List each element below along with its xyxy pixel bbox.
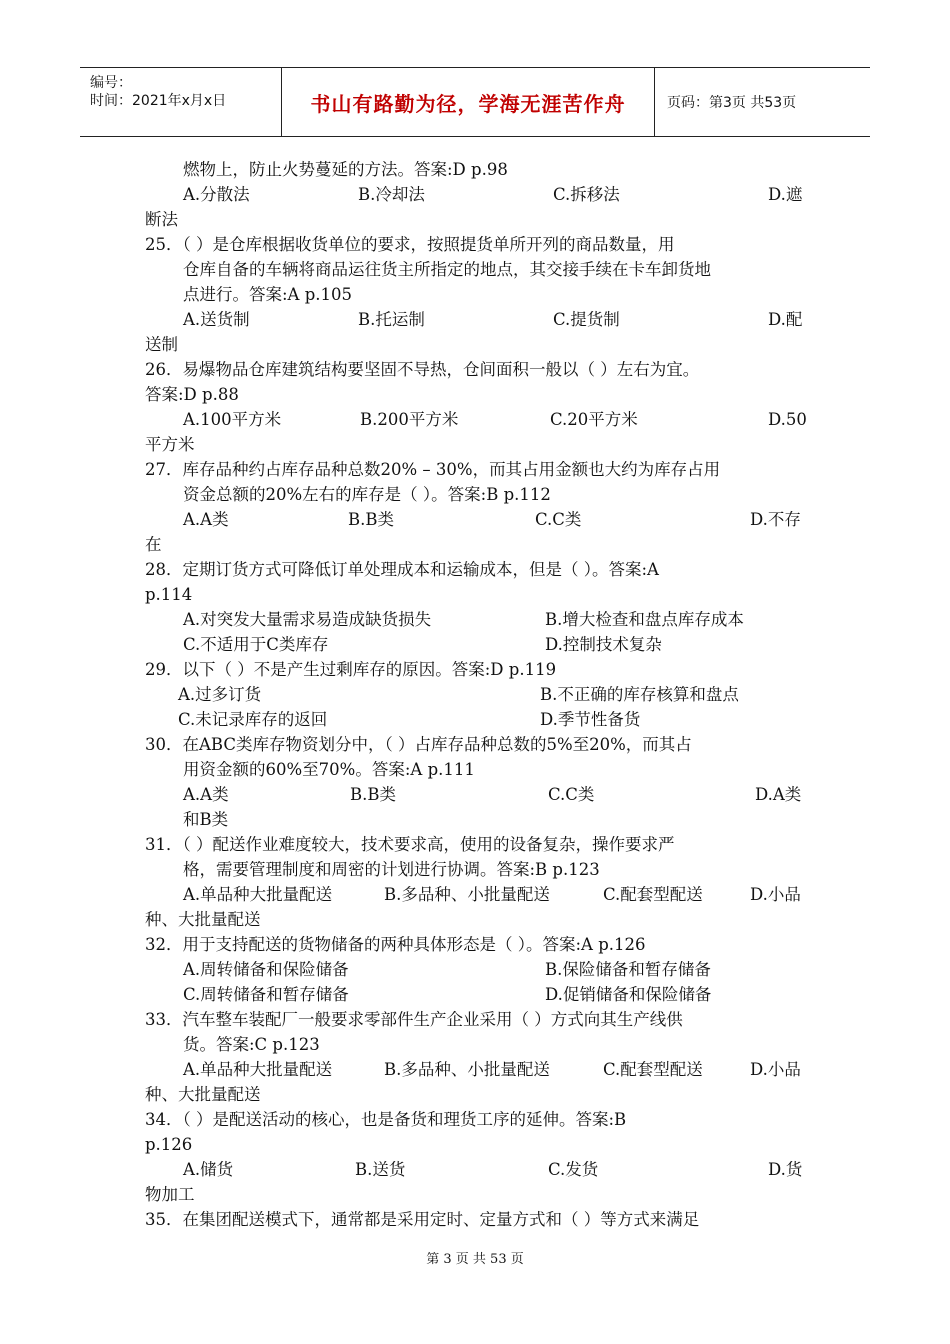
option-a: A.A类 [183,785,229,804]
text-line: 物加工 [145,1185,195,1204]
option-a: A.送货制 [183,310,250,329]
footer-page-number: 第 3 页 共 53 页 [426,1252,524,1267]
header-page-number: 页码：第3页 共53页 [667,95,797,111]
text-line: p.114 [145,585,193,604]
question-32: 32．用于支持配送的货物储备的两种具体形态是（ ）。答案:A p.126 [145,935,646,954]
text-line: 点进行。答案:A p.105 [183,285,353,304]
option-b: B.保险储备和暂存储备 [545,960,711,979]
text-line: 和B类 [183,810,229,829]
document-date: 时间：2021年x月x日 [90,93,227,109]
header-meta [80,68,282,136]
question-26: 26．易爆物品仓库建筑结构要坚固不导热，仓间面积一般以（ ）左右为宜。 [145,360,700,379]
text-line: 断法 [145,210,178,229]
option-c: C.不适用于C类库存 [183,635,329,654]
option-d: D.控制技术复杂 [545,635,662,654]
text-line: 货。答案:C p.123 [183,1035,320,1054]
text-line: 资金总额的20%左右的库存是（ ）。答案:B p.112 [183,485,551,504]
option-d: D.小品 [750,1060,801,1079]
question-35: 35．在集团配送模式下，通常都是采用定时、定量方式和（ ）等方式来满足 [145,1210,700,1229]
question-25: 25．（ ）是仓库根据收货单位的要求，按照提货单所开列的商品数量，用 [145,235,675,254]
option-b: B.托运制 [358,310,425,329]
option-c: C.20平方米 [550,410,638,429]
option-b: B.B类 [348,510,394,529]
option-d: D.促销储备和保险储备 [545,985,712,1004]
question-33: 33．汽车整车装配厂一般要求零部件生产企业采用（ ）方式向其生产线供 [145,1010,683,1029]
text-line: 种、大批量配送 [145,1085,261,1104]
option-c: C.周转储备和暂存储备 [183,985,349,1004]
option-c: C.发货 [548,1160,599,1179]
text-line: 用资金额的60%至70%。答案:A p.111 [183,760,475,779]
option-c: C.拆移法 [553,185,620,204]
option-b: B.多品种、小批量配送 [384,1060,550,1079]
question-27: 27．库存品种约占库存品种总数20% – 30%，而其占用金额也大约为库存占用 [145,460,721,479]
option-b: B.冷却法 [358,185,425,204]
option-b: B.不正确的库存核算和盘点 [540,685,739,704]
option-d: D.不存 [750,510,801,529]
option-b: B.多品种、小批量配送 [384,885,550,904]
option-a: A.储货 [183,1160,234,1179]
option-c: C.配套型配送 [603,885,703,904]
text-line: 平方米 [145,435,195,454]
option-c: C.C类 [535,510,582,529]
header-motto: 书山有路勤为径，学海无涯苦作舟 [282,68,655,136]
option-a: A.单品种大批量配送 [183,1060,333,1079]
text-line: 在 [145,535,162,554]
option-c: C.配套型配送 [603,1060,703,1079]
option-d: D.50 [768,410,807,429]
question-28: 28．定期订货方式可降低订单处理成本和运输成本，但是（ ）。答案:A [145,560,659,579]
option-d: D.配 [768,310,803,329]
option-c: C.提货制 [553,310,620,329]
option-d: D.季节性备货 [540,710,641,729]
text-line: p.126 [145,1135,193,1154]
text-line: 燃物上，防止火势蔓延的方法。答案:D p.98 [183,160,508,179]
option-b: B.增大检查和盘点库存成本 [545,610,744,629]
question-31: 31．（ ）配送作业难度较大，技术要求高，使用的设备复杂，操作要求严 [145,835,675,854]
question-29: 29．以下（ ）不是产生过剩库存的原因。答案:D p.119 [145,660,557,679]
option-d: D.小品 [750,885,801,904]
option-a: A.100平方米 [183,410,282,429]
question-30: 30．在ABC类库存物资划分中，（ ）占库存品种总数的5%至20%，而其占 [145,735,692,754]
text-line: 送制 [145,335,178,354]
option-c: C.C类 [548,785,595,804]
option-b: B.B类 [350,785,396,804]
option-a: A.过多订货 [178,685,262,704]
option-a: A.A类 [183,510,229,529]
question-34: 34．（ ）是配送活动的核心，也是备货和理货工序的延伸。答案:B [145,1110,627,1129]
text-line: 答案:D p.88 [145,385,239,404]
option-c: C.未记录库存的返回 [178,710,328,729]
page-footer [0,1248,950,1267]
option-a: A.对突发大量需求易造成缺货损失 [183,610,432,629]
page-header [80,67,870,137]
text-line: 种、大批量配送 [145,910,261,929]
option-d: D.货 [768,1160,803,1179]
text-line: 仓库自备的车辆将商品运往货主所指定的地点，其交接手续在卡车卸货地 [183,260,711,279]
document-number-label: 编号： [90,75,132,91]
option-b: B.送货 [355,1160,406,1179]
option-d: D.A类 [755,785,802,804]
option-a: A.分散法 [183,185,250,204]
text-line: 格，需要管理制度和周密的计划进行协调。答案:B p.123 [183,860,600,879]
option-b: B.200平方米 [360,410,459,429]
option-d: D.遮 [768,185,803,204]
option-a: A.周转储备和保险储备 [183,960,349,979]
option-a: A.单品种大批量配送 [183,885,333,904]
